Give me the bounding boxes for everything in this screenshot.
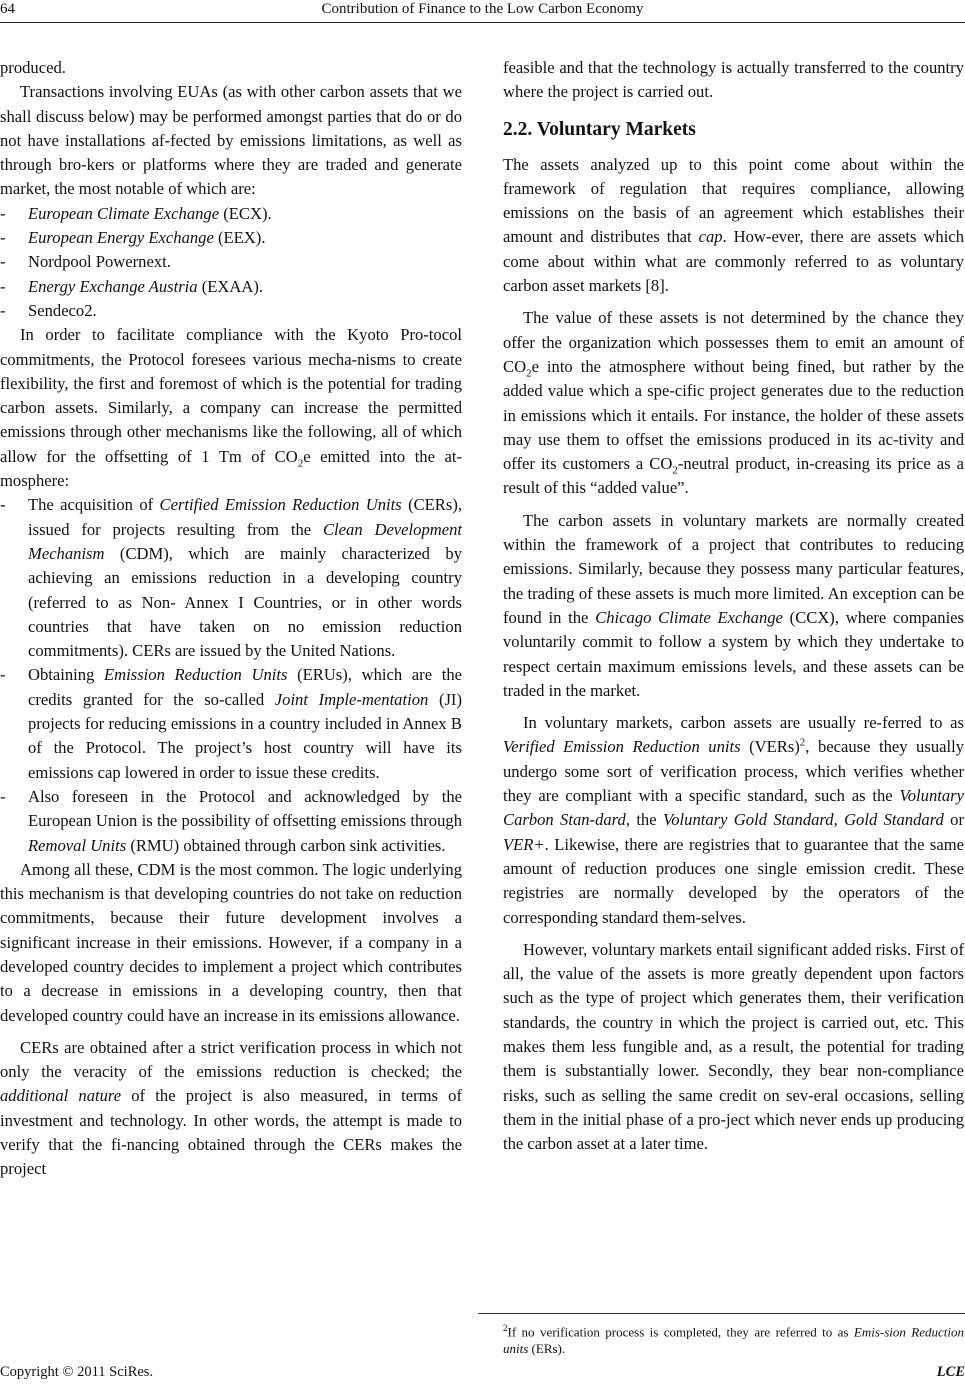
text-run: (RMU) obtained through carbon sink activities. (126, 835, 446, 855)
page-header (0, 0, 965, 24)
italic-term: Verified Emission Reduction units (503, 737, 741, 757)
running-title: Contribution of Finance to the Low Carbon Economy (321, 1, 644, 17)
section-heading: 2.2. Voluntary Markets (503, 118, 696, 140)
list-item (0, 202, 462, 226)
text-run: (CERs), issued for projects resulting from the (28, 495, 462, 539)
exchange-name: Energy Exchange Austria (28, 276, 198, 296)
text-run: of the project is also measured, in terms of investment and technology. In other words, the attempt is made to verify that the fi-nancing obtained through the CERs makes the project (0, 1086, 462, 1179)
text-run: The carbon assets in voluntary markets are normally created within the framework of a project that contributes to reducing emissions. Similarly, because they possess many particular features, the trading of these assets is much more limited. An exception can be found in the (503, 510, 964, 627)
right-column (503, 56, 964, 1156)
text-run: If no verification process is completed, they are referred to as (507, 1324, 854, 1340)
text-run: (CCX), where companies voluntarily commit to follow a system by which they undertake to respect certain maximum emissions levels, and these assets can be traded in the market. (503, 607, 965, 700)
italic-term: Joint Imple-mentation (274, 689, 429, 709)
list-item (0, 785, 462, 858)
text-run: (ERUs), which are the credits granted for the so-called (28, 665, 462, 709)
italic-term: Removal Units (28, 835, 127, 855)
italic-term: VER+ (503, 834, 545, 854)
text-run: (ERs). (528, 1341, 566, 1357)
italic-term: Gold Standard (844, 810, 944, 830)
text-run: . Likewise, there are registries that to guarantee that the same amount of reduction produces one single emission credit. These registries are normally developed by the operators of the corresponding standard them-selves. (503, 834, 964, 927)
italic-term: Emis-sion Reduction units (503, 1324, 964, 1357)
exchange-abbr: (ECX). (219, 203, 272, 223)
italic-term: Voluntary Carbon Stan-dard (503, 786, 964, 830)
exchange-name: Sendeco2. (28, 300, 97, 320)
text-run: , (833, 810, 845, 830)
exchange-abbr: (EXAA). (197, 276, 264, 296)
copyright-notice: Copyright © 2011 SciRes. (0, 1364, 154, 1380)
italic-term: Emission Reduction Units (104, 665, 288, 685)
text-run: (VERs) (740, 737, 800, 757)
header-rule (0, 22, 965, 23)
paragraph (503, 153, 964, 299)
paragraph: Transactions involving EUAs (as with other carbon assets that we shall discuss below) may be performed amongst parties that do or do not have installations af-fected by emissions limitations, as well as through bro-kers or platforms where they are traded and generate market, the most notable of which are: (0, 82, 462, 199)
italic-term: Chicago Climate Exchange (595, 607, 783, 627)
text-run: In order to facilitate compliance with the Kyoto Pro-tocol commitments, the Protocol foresees various mecha-nisms to create flexibility, the first and foremost of which is the potential for trading carbon assets. Similarly, a company can increase the permitted emissions through other mechanisms like the following, all of which allow for the offsetting of 1 Tm of CO (0, 325, 462, 466)
dash-bullet: - (0, 203, 6, 223)
footnote-rule (478, 1313, 965, 1314)
paragraph (503, 509, 964, 703)
text-run: (CDM), which are mainly characterized by achieving an emissions reduction in a developing country (referred to as Non- Annex I Countries, or in other words countries that have taken on no emission reduction commitments). CERs are issued by the United Nations. (28, 543, 462, 661)
exchange-name: European Climate Exchange (28, 203, 220, 223)
footnote-mark: 2 (503, 1323, 508, 1333)
text-run: . How-ever, there are assets which come about within what are commonly referred to as voluntary carbon asset markets [8]. (503, 227, 964, 296)
exchange-name: European Energy Exchange (28, 228, 214, 248)
list-item (0, 663, 462, 784)
text-run: The assets analyzed up to this point come about within the framework of regulation that requires compliance, allowing emissions on the basis of an agreement which establishes their amount and distributes that (503, 154, 964, 247)
paragraph: However, voluntary markets entail significant added risks. First of all, the value of the assets is more greatly dependent upon factors such as the type of project which generates them, their verification standards, the country in which the project is carried out, etc. This makes them less fungible and, as a result, the potential for trading them is substantially lower. Secondly, they bear non-compliance risks, such as selling the same credit on sev-eral occasions, selling them in the initial phase of a pro-ject which never ends up producing the carbon asset at a later time. (503, 939, 964, 1154)
text-run: In voluntary markets, carbon assets are usually re-ferred to as (523, 713, 964, 733)
paragraph: Among all these, CDM is the most common. The logic underlying this mechanism is that developing countries do not take on reduction commitments, because their future development involves a significant increase in their emissions. However, if a company in a developed country decides to implement a project which contributes to a decrease in emissions in a developing country, then that developed country could have an increase in its emissions allowance. (0, 859, 462, 1025)
dash-bullet: - (0, 786, 6, 806)
italic-term: Voluntary Gold Standard (662, 810, 834, 830)
dash-bullet: - (0, 300, 6, 320)
text-run: The acquisition of (28, 495, 160, 515)
subscript: 2 (297, 457, 304, 470)
text-run: , the (625, 810, 663, 830)
mechanism-list (0, 493, 462, 857)
list-item (0, 275, 462, 299)
subscript: 2 (526, 367, 532, 380)
paragraph (0, 323, 462, 493)
paragraph (503, 306, 964, 500)
text-run: Also foreseen in the Protocol and acknowledged by the European Union is the possibility of offsetting emissions through (28, 786, 462, 831)
exchange-name: Nordpool Powernext. (28, 252, 171, 272)
paragraph (0, 1036, 462, 1182)
list-item (0, 299, 462, 323)
dash-bullet: - (0, 276, 6, 296)
text-run: The value of these assets is not determined by the chance they offer the organization which possesses them to emit an amount of CO (503, 308, 964, 376)
italic-term: Certified Emission Reduction Units (159, 495, 402, 515)
left-column (0, 56, 462, 1182)
journal-abbr: LCE (936, 1364, 965, 1380)
list-item (0, 250, 462, 274)
italic-term: additional nature (0, 1086, 122, 1106)
dash-bullet: - (0, 665, 6, 685)
paragraph: feasible and that the technology is actually transferred to the country where the project is carried out. (503, 58, 964, 102)
italic-term: Clean Development Mechanism (28, 519, 462, 563)
text-run: e emitted into the at-mosphere: (0, 446, 462, 491)
list-item (0, 493, 462, 663)
subscript: 2 (672, 464, 678, 477)
paragraph: produced. (0, 58, 66, 77)
list-item (0, 226, 462, 250)
footnote-ref[interactable]: 2 (799, 736, 806, 749)
text-run: Obtaining (28, 665, 105, 685)
exchange-list (0, 202, 462, 323)
page-number: 64 (0, 1, 15, 17)
text-run: , because they usually undergo some sort of verification process, which verifies whether they are compliant with a specific standard, such as the (503, 737, 964, 806)
text-run: -neutral product, in-creasing its price as a result of this “added value”. (503, 454, 964, 498)
footnote (503, 1320, 964, 1357)
dash-bullet: - (0, 252, 6, 272)
text-run: (JI) projects for reducing emissions in a country included in Annex B of the Protocol. The project’s host country will have its emissions cap lowered in order to issue these credits. (28, 689, 462, 782)
text-run: CERs are obtained after a strict verification process in which not only the veracity of the emissions reduction is checked; the (0, 1037, 462, 1082)
dash-bullet: - (0, 228, 6, 248)
italic-term: cap (698, 227, 723, 247)
paragraph (503, 711, 964, 930)
dash-bullet: - (0, 495, 6, 515)
text-run: e into the atmosphere without being fined, but rather by the added value which a spe-cific project generates due to the reduction in emissions which it entails. For instance, the holder of these assets may use them to offset the emissions produced in its ac-tivity and offer its customers a CO (503, 356, 964, 474)
text-run: or (943, 810, 965, 830)
exchange-abbr: (EEX). (213, 228, 266, 248)
